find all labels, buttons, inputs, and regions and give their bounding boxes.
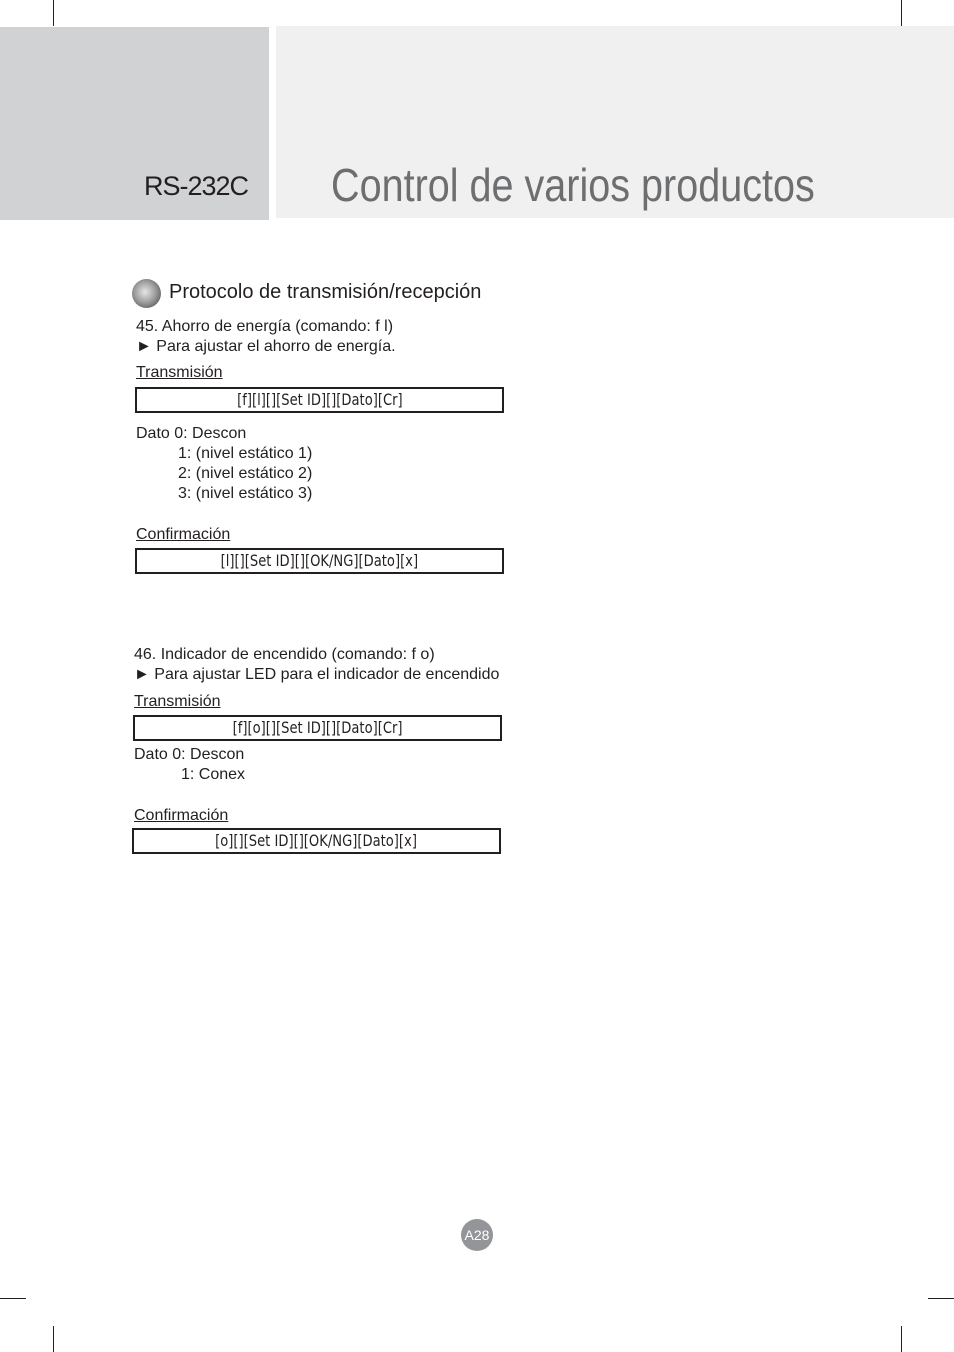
transmission-label: Transmisión (136, 364, 223, 381)
item-description: ► Para ajustar el ahorro de energía. (136, 338, 396, 355)
data-line: 3: (nivel estático 3) (178, 485, 313, 502)
sphere-bullet-icon (132, 279, 161, 308)
acknowledgement-label: Confirmación (134, 807, 229, 824)
transmission-box (133, 715, 502, 741)
crop-mark (901, 0, 902, 26)
data-line: Dato 0: Descon (134, 746, 245, 763)
crop-mark (0, 1298, 26, 1299)
item-description: ► Para ajustar LED para el indicador de encendido (134, 666, 500, 683)
data-line: Dato 0: Descon (136, 425, 247, 442)
data-line: 1: Conex (181, 766, 246, 783)
transmission-label: Transmisión (134, 693, 221, 710)
transmission-code: [f][o][][Set ID][][Dato][Cr] (232, 718, 403, 737)
crop-mark (928, 1298, 954, 1299)
data-line: 2: (nivel estático 2) (178, 465, 313, 482)
page-title: Control de varios productos (331, 159, 815, 211)
section-label: RS-232C (144, 171, 249, 201)
crop-mark (901, 1326, 902, 1352)
page-number-badge: A28 (461, 1219, 493, 1251)
item-title: 45. Ahorro de energía (comando: f l) (136, 318, 394, 335)
acknowledgement-label: Confirmación (136, 526, 231, 543)
acknowledgement-box (132, 828, 501, 854)
crop-mark (53, 0, 54, 26)
transmission-box (135, 387, 504, 413)
acknowledgement-box (135, 548, 504, 574)
item-title: 46. Indicador de encendido (comando: f o) (134, 646, 435, 663)
transmission-code: [f][l][][Set ID][][Dato][Cr] (236, 390, 403, 409)
acknowledgement-code: [l][][Set ID][][OK/NG][Dato][x] (220, 551, 419, 570)
section-heading: Protocolo de transmisión/recepción (169, 281, 482, 303)
acknowledgement-code: [o][][Set ID][][OK/NG][Dato][x] (215, 831, 418, 850)
crop-mark (53, 1326, 54, 1352)
data-line: 1: (nivel estático 1) (178, 445, 313, 462)
